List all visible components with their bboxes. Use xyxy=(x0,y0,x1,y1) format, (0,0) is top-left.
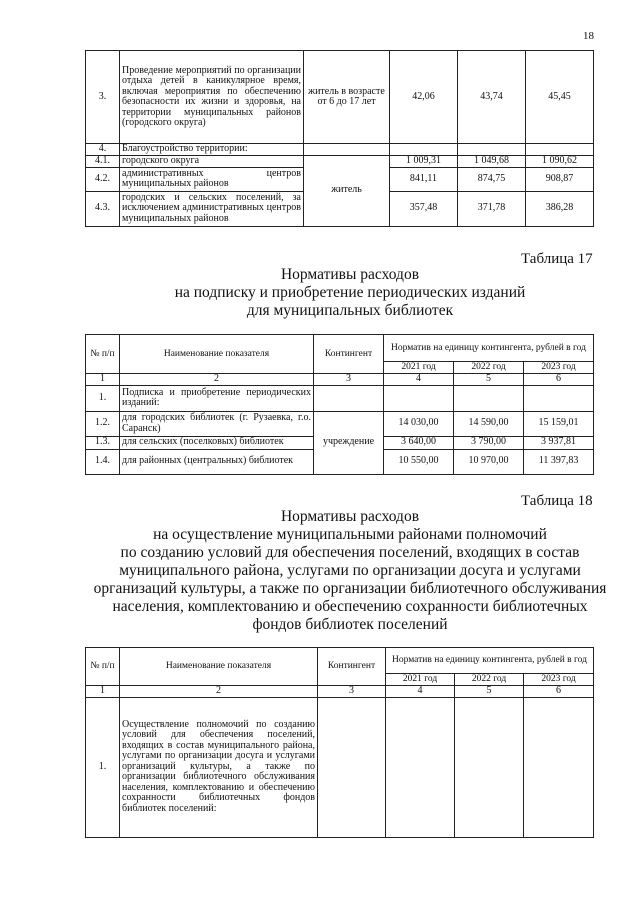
title-line: на осуществление муниципальными районами полномочий xyxy=(153,526,547,543)
col-number: 5 xyxy=(455,686,524,698)
row-name: для сельских (поселковых) библиотек xyxy=(120,436,314,449)
value-2022: 874,75 xyxy=(458,167,526,191)
value-2022: 43,74 xyxy=(458,51,526,144)
title-line: населения, комплектованию и обеспечению сохранности библиотечных xyxy=(112,598,588,615)
row-name: для городских библиотек (г. Рузаевка, г.о. Саранск) xyxy=(120,411,314,436)
title-line: организаций культуры, а также по организации библиотечного обслуживания xyxy=(93,580,607,597)
value-2021: 3 640,00 xyxy=(384,436,454,449)
table-row xyxy=(86,51,594,144)
table17-caption: Таблица 17 xyxy=(521,251,593,267)
header-2021: 2021 год xyxy=(384,362,454,374)
title-line: Нормативы расходов xyxy=(280,508,420,525)
value-2021: 14 030,00 xyxy=(384,411,454,436)
col-number: 4 xyxy=(386,686,455,698)
value-2023: 908,87 xyxy=(526,167,594,191)
title-line: фондов библиотек поселений xyxy=(252,616,448,633)
header-norm: Норматив на единицу контингента, рублей в год xyxy=(384,335,594,362)
header-name: Наименование показателя xyxy=(120,335,314,374)
value-2022: 1 049,68 xyxy=(458,155,526,167)
header-2023: 2023 год xyxy=(524,674,594,686)
header-num: № п/п xyxy=(86,335,120,374)
table-top xyxy=(85,50,594,227)
value-2022: 10 970,00 xyxy=(454,449,524,474)
table18-title xyxy=(60,508,640,634)
value-2023: 15 159,01 xyxy=(524,411,594,436)
header-norm: Норматив на единицу контингента, рублей в год xyxy=(386,648,594,674)
col-number: 2 xyxy=(120,374,314,386)
title-line: на подписку и приобретение периодических изданий xyxy=(174,284,526,301)
title-line: для муниципальных библиотек xyxy=(246,302,454,319)
col-number: 2 xyxy=(120,686,318,698)
row-num: 1. xyxy=(86,385,120,411)
col-number: 6 xyxy=(524,374,594,386)
table-row xyxy=(86,155,594,167)
col-number: 3 xyxy=(314,374,384,386)
row-num: 1.2. xyxy=(86,411,120,436)
title-line: муниципального района, услугами по организации досуга и услугами xyxy=(119,562,581,579)
row-num: 4.3. xyxy=(86,191,120,226)
title-line: по созданию условий для обеспечения поселений, входящих в состав xyxy=(120,544,580,561)
header-2022: 2022 год xyxy=(454,362,524,374)
header-2023: 2023 год xyxy=(524,362,594,374)
row-num: 1.3. xyxy=(86,436,120,449)
value-2023: 11 397,83 xyxy=(524,449,594,474)
row-name: городского округа xyxy=(120,155,304,167)
table-row xyxy=(86,385,594,411)
row-name: Осуществление полномочий по созданию условий для обеспечения поселений, входящих в состав муниципального района, услугами по организации досуга и услугами организаций культуры, а также по организации библиотечного обслуживания населения, комплектованию и обеспечению сохранности библиотечных фондов библиотек поселений: xyxy=(120,697,318,837)
title-line: Нормативы расходов xyxy=(280,266,420,283)
page-number: 18 xyxy=(583,30,594,42)
col-number: 4 xyxy=(384,374,454,386)
header-2021: 2021 год xyxy=(386,674,455,686)
row-num: 1.4. xyxy=(86,449,120,474)
row-contingent: житель xyxy=(304,155,390,226)
value-2022: 14 590,00 xyxy=(454,411,524,436)
value-2021: 841,11 xyxy=(390,167,458,191)
row-name: Подписка и приобретение периодических изданий: xyxy=(120,385,314,411)
value-2021: 1 009,31 xyxy=(390,155,458,167)
col-number: 5 xyxy=(454,374,524,386)
row-name: административных центров муниципальных районов xyxy=(120,167,304,191)
table17 xyxy=(85,334,594,475)
col-number: 6 xyxy=(524,686,594,698)
row-name: для районных (центральных) библиотек xyxy=(120,449,314,474)
table17-title xyxy=(60,266,640,320)
value-2021: 357,48 xyxy=(390,191,458,226)
table18-caption: Таблица 18 xyxy=(521,493,593,509)
row-num: 1. xyxy=(86,697,120,837)
row-name: Проведение мероприятий по организации отдыха детей в каникулярное время, включая мероприятия по обеспечению безопасности их жизни и здоровья, на территории муниципальных районов (городского округа) xyxy=(120,51,304,144)
value-2021: 42,06 xyxy=(390,51,458,144)
row-num: 3. xyxy=(86,51,120,144)
col-number: 1 xyxy=(86,374,120,386)
table-row xyxy=(86,411,594,436)
row-num: 4.2. xyxy=(86,167,120,191)
row-contingent: учреждение xyxy=(314,411,384,474)
col-number: 1 xyxy=(86,686,120,698)
header-contingent: Контингент xyxy=(314,335,384,374)
value-2022: 371,78 xyxy=(458,191,526,226)
row-num: 4.1. xyxy=(86,155,120,167)
header-2022: 2022 год xyxy=(455,674,524,686)
col-number: 3 xyxy=(318,686,386,698)
value-2023: 3 937,81 xyxy=(524,436,594,449)
row-name: городских и сельских поселений, за исключением административных центров муниципальных районов xyxy=(120,191,304,226)
row-name: Благоустройство территории: xyxy=(120,144,304,156)
row-contingent: житель в возрасте от 6 до 17 лет xyxy=(304,51,390,144)
value-2022: 3 790,00 xyxy=(454,436,524,449)
table-row xyxy=(86,144,594,156)
header-contingent: Контингент xyxy=(318,648,386,686)
header-num: № п/п xyxy=(86,648,120,686)
table-row xyxy=(86,697,594,837)
table18 xyxy=(85,647,594,838)
value-2021: 10 550,00 xyxy=(384,449,454,474)
value-2023: 45,45 xyxy=(526,51,594,144)
value-2023: 1 090,62 xyxy=(526,155,594,167)
row-num: 4. xyxy=(86,144,120,156)
value-2023: 386,28 xyxy=(526,191,594,226)
header-name: Наименование показателя xyxy=(120,648,318,686)
